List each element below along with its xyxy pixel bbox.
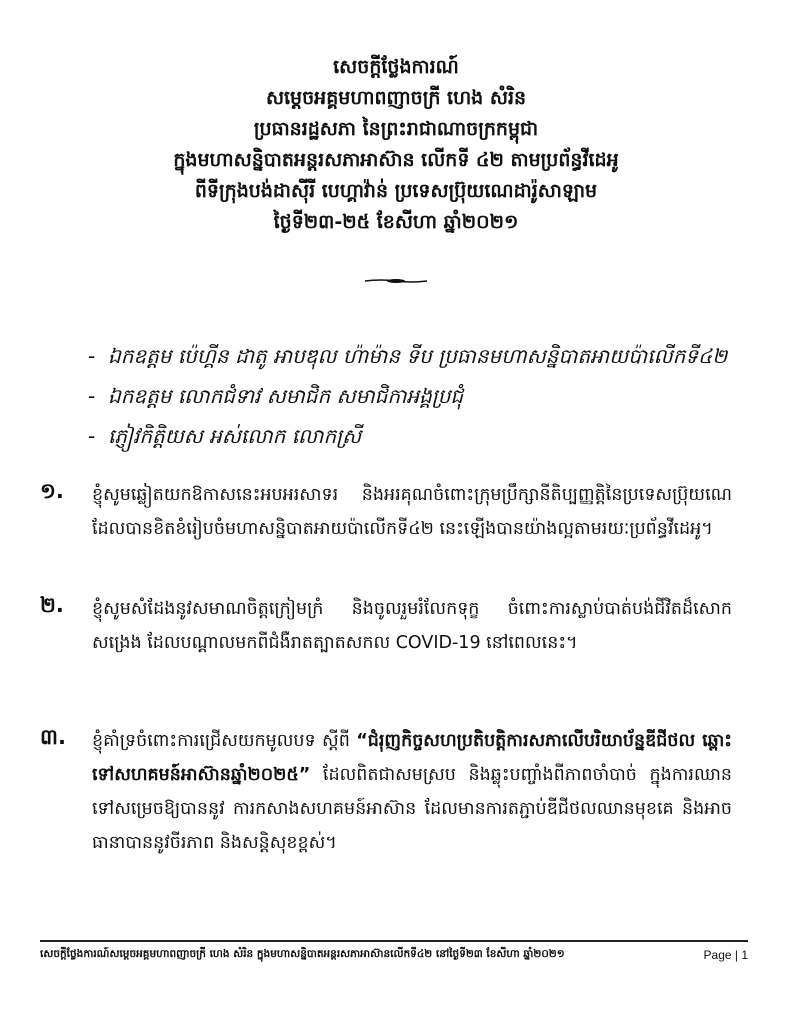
ornament-divider bbox=[365, 276, 427, 286]
footer-text: សេចក្តីថ្លែងការណ៍សម្តេចអគ្គមហាពញាចក្រី ហេង សំរិន ក្នុងមហាសន្និបាតអន្តរសភាអាស៊ានលើកទី៤២ នៅថ្ងៃទី២៣ ខែសីហា ឆ្នាំ២០២១ bbox=[40, 948, 565, 960]
event-date: ថ្ងៃទី២៣-២៥ ខែសីហា ឆ្នាំ២០២១ bbox=[273, 211, 519, 233]
paragraph-number: ១. bbox=[40, 479, 64, 503]
paragraph-1 bbox=[40, 478, 732, 546]
salutation-item bbox=[88, 336, 727, 376]
paragraph-3 bbox=[40, 724, 732, 860]
speaker-position: ប្រធានរដ្ឋសភា នៃព្រះរាជាណាចក្រកម្ពុជា bbox=[253, 118, 539, 140]
paragraph-text-start: ខ្ញុំគាំទ្រចំពោះការជ្រើសយកមូលបទ ស្តីពី bbox=[92, 731, 357, 751]
paragraph-text bbox=[92, 724, 732, 860]
paragraph-text-end: ដែលពិតជាសមស្រប និងឆ្លុះបញ្ចាំងពីភាពចាំបាច់ ក្នុងការឈានទៅសម្រេចឱ្យបាននូវ ការកសាងសហគមន៍អាស៊ាន ដែលមានការតភ្ជាប់ឌីជីថលឈានមុខគេ និងអាចធានាបាននូវចីរភាព និងសន្តិសុខខ្ពស់។ bbox=[92, 765, 732, 853]
event-name: ក្នុងមហាសន្និបាតអន្តរសភាអាស៊ាន លើកទី ៤២ តាមប្រព័ន្ធវីដេអូ bbox=[173, 149, 619, 171]
theme-title: “ជំរុញកិច្ចសហប្រតិបត្តិការសភាលើបរិយាប័ន្នឌីជីថល ឆ្ពោះទៅសហគមន៍អាស៊ានឆ្នាំ២០២៥” bbox=[92, 731, 732, 785]
statement-title: សេចក្តីថ្លែងការណ៍ bbox=[333, 56, 459, 78]
paragraph-text: ខ្ញុំសូមឆ្លៀតយកឱកាសនេះអបអរសាទរ និងអរគុណចំពោះក្រុមប្រឹក្សានីតិប្បញ្ញត្តិនៃប្រទេសប្រ៊ុយណេ ដែលបានខិតខំរៀបចំមហាសន្និបាតអាយប៉ាលើកទី៤២ នេះឡើងបានយ៉ាងល្អតាមរយៈប្រព័ន្ធវីដេអូ។ bbox=[92, 485, 732, 539]
salutation-text: ឯកឧត្តម លោកជំទាវ សមាជិក សមាជិកាអង្គប្រជុំ bbox=[108, 384, 464, 408]
bullet-dash: - bbox=[88, 384, 96, 408]
paragraph-2 bbox=[40, 592, 732, 660]
bullet-dash: - bbox=[88, 344, 96, 368]
paragraph-number: ២. bbox=[40, 593, 64, 617]
page-footer bbox=[40, 948, 748, 968]
event-location: ពីទីក្រុងបង់ដាស៊ីរី បេហ្គាវ៉ាន់ ប្រទេសប្រ៊ុយណេដារ៉ូសាឡាម bbox=[194, 180, 598, 202]
salutation-list bbox=[88, 336, 727, 456]
salutation-text: ឯកឧត្តម ប៉េហ្គីន ដាតូ អាបឌុល ហ៉ាម៉ាន ទីប ប្រធានមហាសន្និបាតអាយប៉ាលើកទី៤២ bbox=[108, 344, 728, 368]
speaker-name: សម្តេចអគ្គមហាពញាចក្រី ហេង សំរិន bbox=[265, 87, 527, 109]
paragraph-text: ខ្ញុំសូមសំដែងនូវសមាណចិត្តក្រៀមក្រំ និងចូលរួមរំលែកទុក្ខ ចំពោះការស្លាប់បាត់បង់ជីវិតដ៏សោកសង្រេង ដែលបណ្តាលមកពីជំងឺរាតត្បាតសកល COVID-19 នៅពេលនេះ។ bbox=[92, 599, 732, 653]
salutation-text: ភ្ញៀវកិត្តិយស អស់លោក លោកស្រី bbox=[108, 424, 362, 448]
salutation-item bbox=[88, 376, 727, 416]
salutation-item bbox=[88, 416, 727, 456]
statement-header bbox=[60, 52, 732, 238]
page-number: Page | 1 bbox=[703, 948, 748, 962]
paragraph-number: ៣. bbox=[40, 725, 66, 749]
footer-divider bbox=[40, 940, 748, 942]
bullet-dash: - bbox=[88, 424, 96, 448]
